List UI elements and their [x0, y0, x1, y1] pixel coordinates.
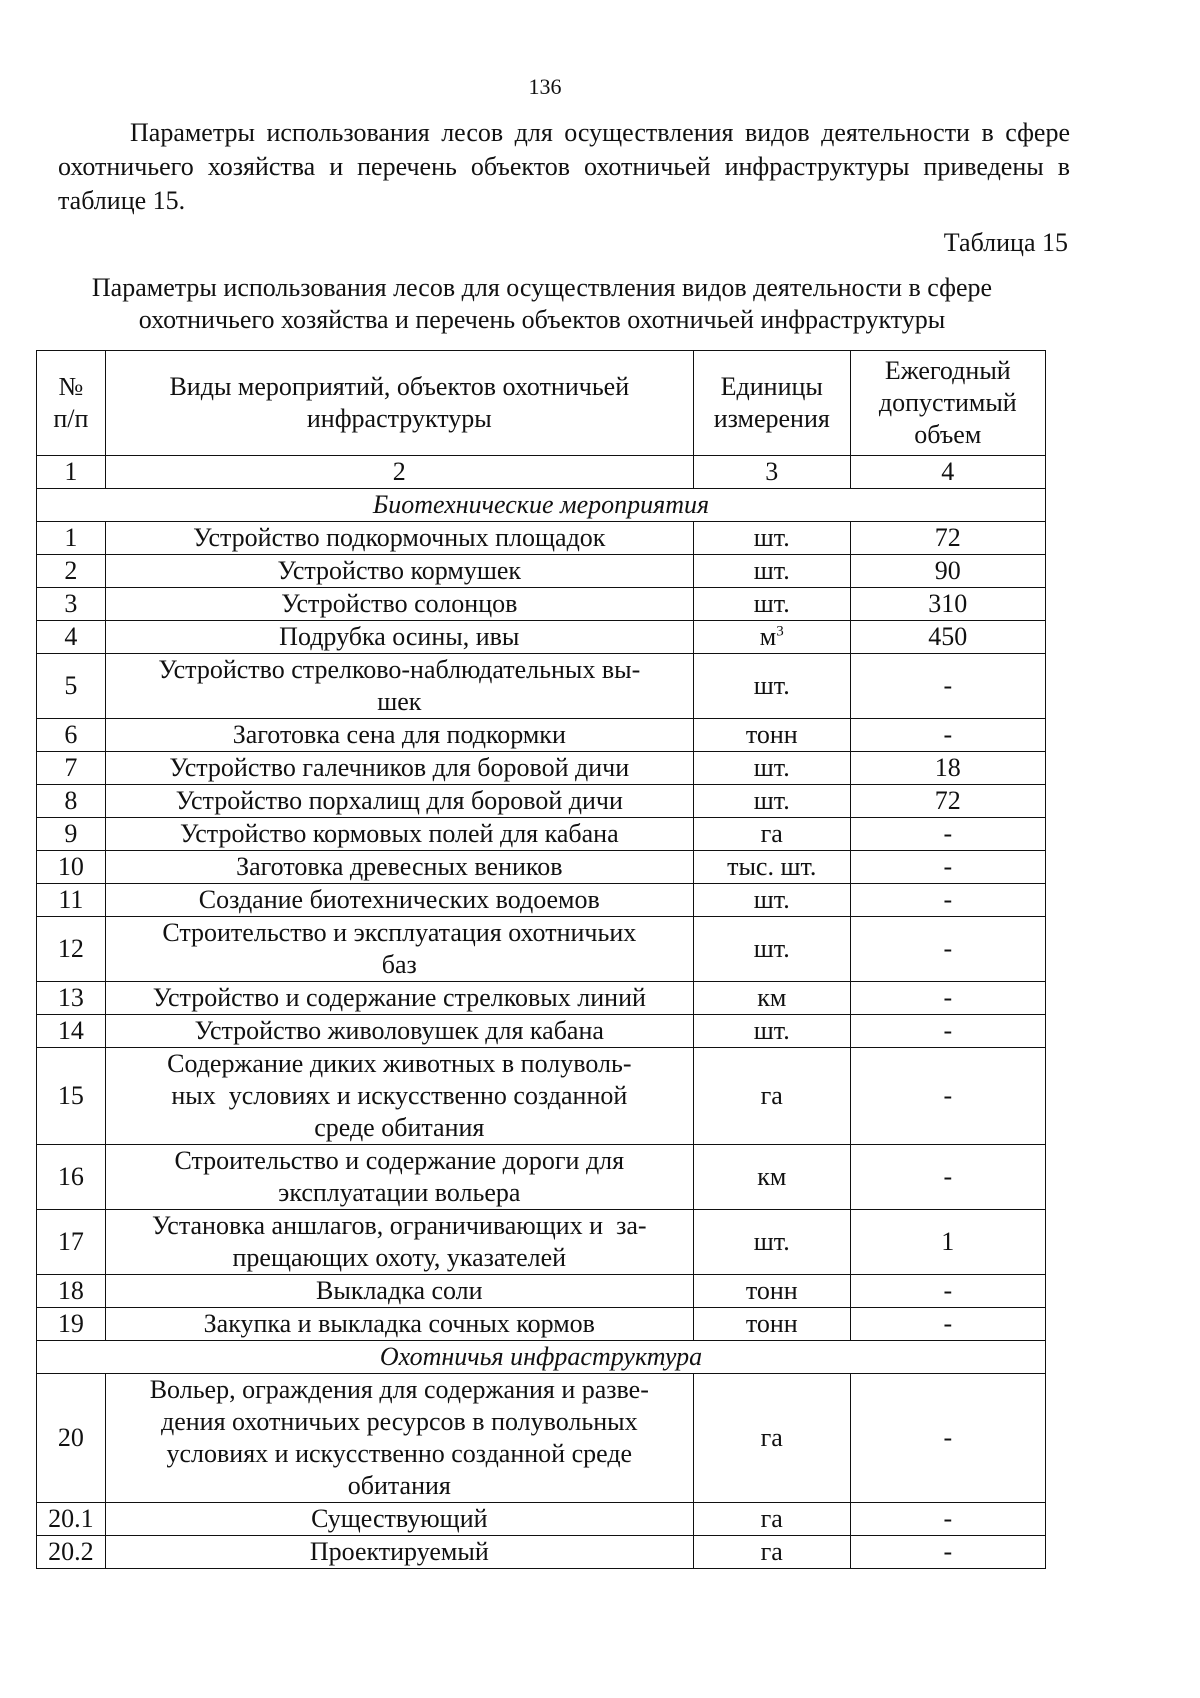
header-kind [105, 351, 693, 456]
row-unit: га [693, 1503, 850, 1536]
row-value: 310 [850, 588, 1045, 621]
unit-text: м [759, 622, 777, 651]
row-value: 450 [850, 621, 1045, 654]
table-row [37, 1503, 1046, 1536]
row-num: 17 [37, 1210, 106, 1275]
row-name: Подрубка осины, ивы [105, 621, 693, 654]
row-unit: шт. [693, 588, 850, 621]
column-number: 2 [105, 456, 693, 489]
header-text: инфраструктуры [306, 404, 492, 433]
row-unit: км [693, 1145, 850, 1210]
table-title-line: охотничьего хозяйства и перечень объектов охотничьей инфраструктуры [138, 305, 946, 334]
table-row [37, 621, 1046, 654]
table-row [37, 785, 1046, 818]
row-num: 18 [37, 1275, 106, 1308]
row-unit: га [693, 1536, 850, 1569]
table-row [37, 884, 1046, 917]
row-value: 18 [850, 752, 1045, 785]
table-label: Таблица 15 [943, 228, 1068, 257]
row-num: 1 [37, 522, 106, 555]
row-name: Создание биотехнических водоемов [105, 884, 693, 917]
table-title-line: Параметры использования лесов для осуществления видов деятельности в сфере [91, 273, 993, 302]
row-value: 90 [850, 555, 1045, 588]
row-name [105, 1374, 693, 1503]
section-title: Биотехнические мероприятия [37, 489, 1046, 522]
section-row-infra [37, 1341, 1046, 1374]
table-row [37, 917, 1046, 982]
table-row [37, 1275, 1046, 1308]
row-name-line: Строительство и содержание дороги для [174, 1146, 625, 1175]
row-name: Устройство солонцов [105, 588, 693, 621]
row-num: 19 [37, 1308, 106, 1341]
header-text: Единицы [720, 372, 823, 401]
row-name-line: Установка аншлагов, ограничивающих и за- [152, 1211, 647, 1240]
row-unit: тонн [693, 719, 850, 752]
row-name-line: баз [381, 950, 417, 979]
column-number: 1 [37, 456, 106, 489]
row-value: - [850, 654, 1045, 719]
page-number: 136 [528, 74, 562, 99]
row-unit: шт. [693, 884, 850, 917]
row-num: 4 [37, 621, 106, 654]
row-num: 11 [37, 884, 106, 917]
row-unit: шт. [693, 522, 850, 555]
row-num: 9 [37, 818, 106, 851]
row-value: 72 [850, 785, 1045, 818]
table-row [37, 818, 1046, 851]
row-name [105, 654, 693, 719]
row-unit: шт. [693, 555, 850, 588]
row-unit: км [693, 982, 850, 1015]
row-name: Устройство галечников для боровой дичи [105, 752, 693, 785]
row-name [105, 1048, 693, 1145]
row-value: 1 [850, 1210, 1045, 1275]
row-value: - [850, 1015, 1045, 1048]
row-value: - [850, 1374, 1045, 1503]
table-row [37, 1210, 1046, 1275]
row-unit: га [693, 818, 850, 851]
table-row [37, 555, 1046, 588]
column-number: 4 [850, 456, 1045, 489]
row-name-line: прещающих охоту, указателей [232, 1243, 567, 1272]
row-name-line: Вольер, ограждения для содержания и разве- [149, 1375, 649, 1404]
row-name-line: шек [377, 687, 422, 716]
row-value: - [850, 917, 1045, 982]
unit-superscript: 3 [776, 623, 784, 640]
row-value: - [850, 1275, 1045, 1308]
row-name: Закупка и выкладка сочных кормов [105, 1308, 693, 1341]
intro-paragraph: Параметры использования лесов для осуществления видов деятельности в сфере охотничьего хозяйства и перечень объектов охотничьей инфраструктуры приведены в таблице 15. [58, 118, 1070, 215]
row-unit: шт. [693, 1210, 850, 1275]
header-text: № [58, 372, 84, 401]
parameters-table [36, 350, 1046, 1569]
table-row [37, 1536, 1046, 1569]
header-num [37, 351, 106, 456]
header-text: Ежегодный [884, 356, 1011, 385]
row-name: Устройство и содержание стрелковых линий [105, 982, 693, 1015]
header-text: п/п [53, 404, 89, 433]
row-name-line: дения охотничьих ресурсов в полувольных [160, 1407, 638, 1436]
table-row [37, 752, 1046, 785]
row-unit: шт. [693, 785, 850, 818]
column-number-row [37, 456, 1046, 489]
table-row [37, 982, 1046, 1015]
table-row [37, 1015, 1046, 1048]
row-value: - [850, 851, 1045, 884]
row-value: - [850, 1308, 1045, 1341]
table-row [37, 588, 1046, 621]
row-value: - [850, 982, 1045, 1015]
row-unit [693, 621, 850, 654]
row-unit: тонн [693, 1275, 850, 1308]
row-num: 5 [37, 654, 106, 719]
table-row [37, 1374, 1046, 1503]
row-num: 20 [37, 1374, 106, 1503]
column-number: 3 [693, 456, 850, 489]
row-name [105, 1210, 693, 1275]
row-value: - [850, 1503, 1045, 1536]
table-row [37, 719, 1046, 752]
row-num: 20.1 [37, 1503, 106, 1536]
row-value: - [850, 1048, 1045, 1145]
row-name: Устройство кормушек [105, 555, 693, 588]
row-name-line: Строительство и эксплуатация охотничьих [162, 918, 637, 947]
row-name-line: эксплуатации вольера [278, 1178, 521, 1207]
row-num: 7 [37, 752, 106, 785]
row-name-line: ных условиях и искусственно созданной [171, 1081, 628, 1110]
row-unit: шт. [693, 917, 850, 982]
table-row [37, 1145, 1046, 1210]
header-unit [693, 351, 850, 456]
header-text: объем [914, 420, 982, 449]
header-text: допустимый [878, 388, 1017, 417]
row-name: Устройство порхалищ для боровой дичи [105, 785, 693, 818]
row-unit: тыс. шт. [693, 851, 850, 884]
row-name: Выкладка соли [105, 1275, 693, 1308]
header-volume [850, 351, 1045, 456]
row-num: 13 [37, 982, 106, 1015]
row-name-line: Содержание диких животных в полуволь- [167, 1049, 632, 1078]
header-text: Виды мероприятий, объектов охотничьей [169, 372, 630, 401]
row-name: Заготовка сена для подкормки [105, 719, 693, 752]
table-row [37, 654, 1046, 719]
row-value: - [850, 1145, 1045, 1210]
row-value: - [850, 719, 1045, 752]
row-unit: тонн [693, 1308, 850, 1341]
row-unit: шт. [693, 752, 850, 785]
row-name-line: условиях и искусственно созданной среде [166, 1439, 633, 1468]
row-name-line: обитания [347, 1471, 451, 1500]
row-num: 16 [37, 1145, 106, 1210]
row-num: 12 [37, 917, 106, 982]
row-name-line: Устройство стрелково-наблюдательных вы- [158, 655, 641, 684]
row-num: 3 [37, 588, 106, 621]
table-row [37, 522, 1046, 555]
row-num: 15 [37, 1048, 106, 1145]
row-unit: га [693, 1048, 850, 1145]
row-unit: шт. [693, 1015, 850, 1048]
row-name-line: среде обитания [314, 1113, 485, 1142]
header-text: измерения [713, 404, 830, 433]
table-row [37, 851, 1046, 884]
table-row [37, 1308, 1046, 1341]
table-row [37, 1048, 1046, 1145]
section-title: Охотничья инфраструктура [37, 1341, 1046, 1374]
row-value: 72 [850, 522, 1045, 555]
row-name: Заготовка древесных веников [105, 851, 693, 884]
row-name: Устройство подкормочных площадок [105, 522, 693, 555]
row-num: 10 [37, 851, 106, 884]
row-value: - [850, 818, 1045, 851]
row-num: 6 [37, 719, 106, 752]
row-value: - [850, 884, 1045, 917]
row-num: 8 [37, 785, 106, 818]
row-unit: шт. [693, 654, 850, 719]
row-name: Существующий [105, 1503, 693, 1536]
row-name: Устройство живоловушек для кабана [105, 1015, 693, 1048]
section-row-biotech [37, 489, 1046, 522]
row-name: Устройство кормовых полей для кабана [105, 818, 693, 851]
row-num: 14 [37, 1015, 106, 1048]
row-num: 2 [37, 555, 106, 588]
row-num: 20.2 [37, 1536, 106, 1569]
row-unit: га [693, 1374, 850, 1503]
table-title [36, 272, 1048, 336]
row-value: - [850, 1536, 1045, 1569]
row-name [105, 1145, 693, 1210]
row-name [105, 917, 693, 982]
row-name: Проектируемый [105, 1536, 693, 1569]
header-row [37, 351, 1046, 456]
